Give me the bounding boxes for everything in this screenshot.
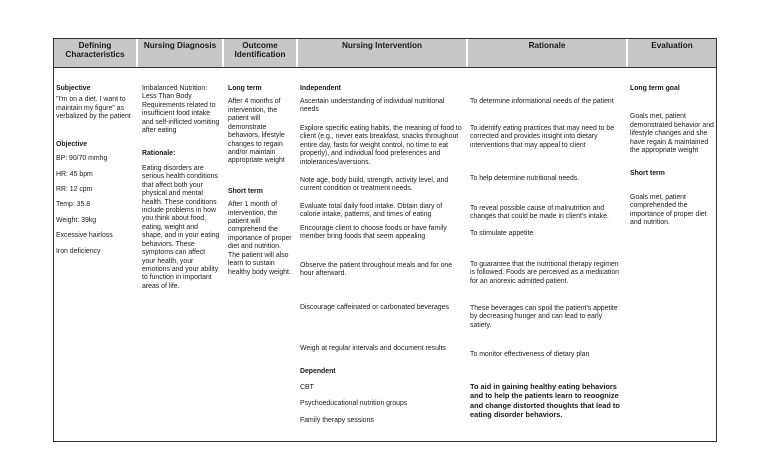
objective-item: HR: 45 bpm bbox=[56, 170, 93, 178]
objective-label: Objective bbox=[56, 140, 88, 148]
intervention-item: Weigh at regular intervals and document results bbox=[300, 345, 446, 352]
header-defining-text: Defining Characteristics bbox=[65, 41, 125, 60]
care-plan-table bbox=[53, 38, 717, 442]
diagnosis-column bbox=[142, 85, 220, 296]
evaluation-short-label: Short term bbox=[630, 169, 665, 177]
header-outcome bbox=[224, 39, 296, 67]
header-rationale-text: Rationale bbox=[528, 41, 566, 50]
outcome-long-label: Long term bbox=[228, 85, 262, 92]
header-intervention bbox=[298, 39, 466, 67]
intervention-item: Ascertain understanding of individual nutritional needs bbox=[300, 98, 445, 114]
objective-item: Excessive hairloss bbox=[56, 232, 113, 240]
rationale-item: To reveal possible cause of malnutrition and changes that could be made in client's intake. bbox=[470, 205, 609, 221]
outcome-short-text: After 1 month of intervention, the patient will comprehend the importance of proper diet and nutrition. The patient will also learn to sustain healthy body weight. bbox=[228, 201, 292, 276]
evaluation-long-text: Goals met, patient demonstrated behavior and lifestyle changes and she have regain & maintained the appropriate weight bbox=[630, 113, 714, 155]
subjective-text: "I'm on a diet. I want to maintain my figure" as verbalized by the patient bbox=[56, 96, 131, 121]
header-divider bbox=[54, 67, 716, 68]
independent-label: Independent bbox=[300, 85, 341, 92]
header-outcome-text: Outcome Identification bbox=[234, 41, 286, 60]
objective-item: BP: 90/70 mmhg bbox=[56, 155, 108, 163]
objective-item: Temp: 35.8 bbox=[56, 201, 91, 209]
header-intervention-text: Nursing Intervention bbox=[341, 41, 423, 50]
objective-item: Weight: 39kg bbox=[56, 216, 97, 224]
evaluation-short-text: Goals met, patient comprehended the importance of proper diet and nutrition. bbox=[630, 193, 707, 227]
outcome-short-label: Short term bbox=[228, 187, 263, 195]
evaluation-long-label: Long term goal bbox=[630, 85, 680, 92]
dependent-label: Dependent bbox=[300, 368, 336, 375]
intervention-item: Observe the patient throughout meals and for one hour afterward. bbox=[300, 262, 453, 278]
header-evaluation bbox=[628, 39, 716, 67]
intervention-item: Evaluate total daily food intake. Obtain diary of calorie intake, patterns, and times of eating bbox=[300, 203, 443, 219]
outcome-long-text: After 4 months of intervention, the patient will demonstrate behaviors, lifestyle changes to regain and/or maintain appropriate weight bbox=[228, 98, 285, 165]
rationale-item: These beverages can spoil the patient's appetite by decreasing hunger and can lead to early satiety. bbox=[470, 305, 618, 329]
rationale-item: To monitor effectiveness of dietary plan bbox=[470, 351, 590, 358]
rationale-item: To determine informational needs of the patient bbox=[470, 98, 614, 105]
header-diagnosis bbox=[138, 39, 222, 67]
diagnosis-text: Imbalanced Nutrition: Less Than Body Requirements related to insufficient food intake and self-inflicted vomiting after eating bbox=[142, 85, 220, 135]
intervention-item: Encourage client to choose foods or have family member bring foods that seem appealing bbox=[300, 225, 447, 241]
rationale-item: To identify eating practices that may need to be corrected and provides insight into dietary interventions that may appeal to client bbox=[470, 125, 615, 149]
header-rationale bbox=[468, 39, 626, 67]
header-defining bbox=[54, 39, 136, 67]
header-diagnosis-text: Nursing Diagnosis bbox=[143, 41, 217, 50]
intervention-item: Discourage caffeinated or carbonated beverages bbox=[300, 304, 449, 311]
outcome-column bbox=[228, 85, 294, 282]
subjective-label: Subjective bbox=[56, 85, 91, 92]
rationale-dependent-text: To aid in gaining healthy eating behaviors and to help the patients learn to reoognize and change distorted thoughts that lead to eating disorder behaviors. bbox=[470, 382, 620, 419]
objective-item: RR: 12 cpm bbox=[56, 185, 93, 193]
defining-column bbox=[56, 85, 136, 261]
rationale-item: To guarantee that the nutritional therapy regimen is followed. Foods are perceived as a medication for an anorexic admitted patient. bbox=[470, 261, 619, 285]
dependent-item: CBT bbox=[300, 384, 314, 391]
intervention-item: Note age, body build, strength, activity level, and current condition or treatment needs. bbox=[300, 177, 449, 193]
diagnosis-rationale-label: Rationale: bbox=[142, 149, 176, 157]
header-evaluation-text: Evaluation bbox=[651, 41, 693, 50]
dependent-item: Family therapy sessions bbox=[300, 417, 374, 424]
evaluation-column bbox=[630, 85, 716, 233]
rationale-item: To help determine nutritional needs. bbox=[470, 175, 580, 182]
diagnosis-rationale-text: Eating disorders are serious health conditions that affect both your physical and mental health. These conditions include problems in how you think about food, eating, weight and shape, and in your eating behaviors. These symptoms can affect your health, your emotions and your ability to function in important areas of life. bbox=[142, 164, 220, 290]
intervention-item: Explore specific eating habits, the meaning of food to client (e.g., never eats breakfast, snacks throughout entire day, fasts for weight control, no time to eat properly), and individual food preferences and intolerances/aversions. bbox=[300, 125, 462, 166]
rationale-item: To stimulate appetite bbox=[470, 230, 534, 237]
objective-item: Iron deficiency bbox=[56, 247, 101, 255]
dependent-item: Psychoeducational nutrition groups bbox=[300, 400, 408, 407]
